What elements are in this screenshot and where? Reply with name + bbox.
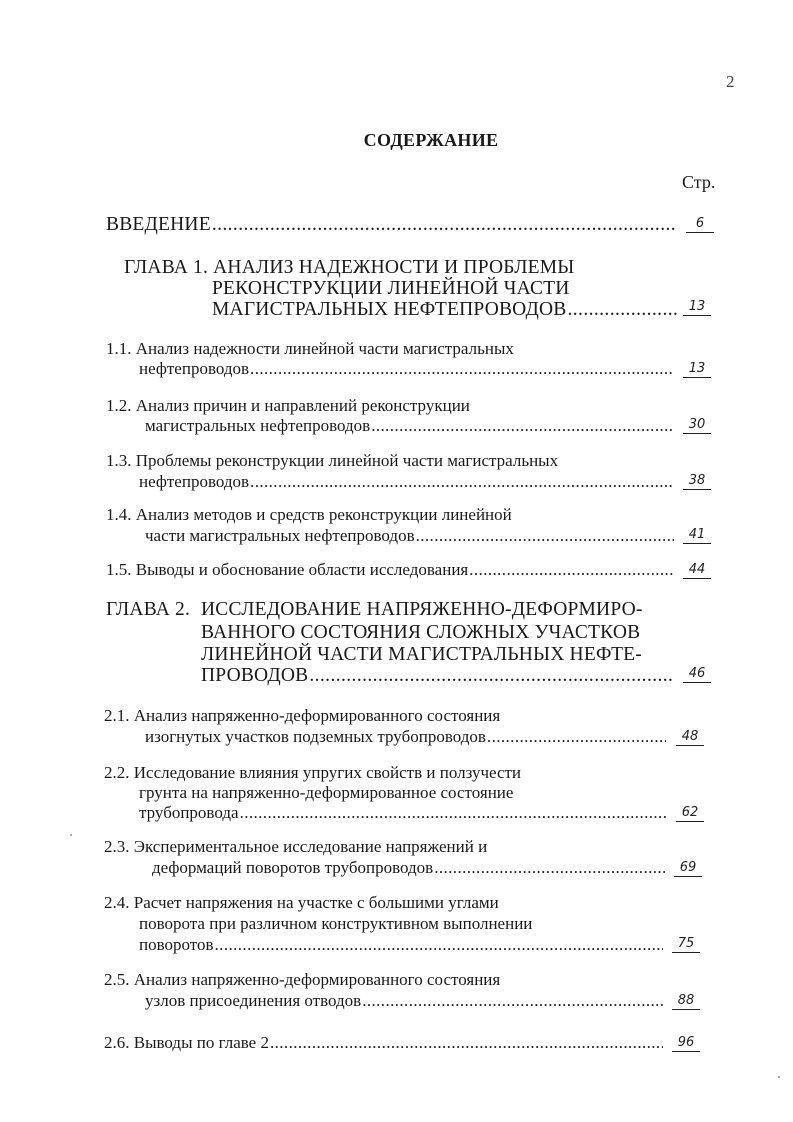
toc-page-number: 69	[674, 861, 702, 877]
dot-leader	[434, 858, 666, 878]
toc-entry-text: ПРОВОДОВ	[201, 665, 309, 686]
toc-entry-text: РЕКОНСТРУКЦИИ ЛИНЕЙНОЙ ЧАСТИ	[212, 278, 570, 299]
toc-page-number: 88	[672, 994, 700, 1010]
toc-page-number: 13	[683, 362, 711, 378]
dot-leader	[250, 359, 674, 379]
toc-entry-text: узлов присоединения отводов	[145, 991, 362, 1010]
toc-page-number: 46	[683, 667, 711, 683]
dot-leader	[371, 416, 674, 436]
toc-entry-text: части магистральных нефтепроводов	[145, 526, 415, 545]
dot-leader	[250, 472, 674, 492]
toc-entry-text: ИССЛЕДОВАНИЕ НАПРЯЖЕННО-ДЕФОРМИРО-	[201, 599, 643, 620]
dot-leader	[568, 298, 678, 322]
toc-page-number: 13	[683, 300, 711, 316]
toc-entry-text: поворота при различном конструктивном выполнении	[139, 914, 533, 933]
page-title: СОДЕРЖАНИЕ	[363, 130, 499, 150]
toc-entry-text: ГЛАВА 1. АНАЛИЗ НАДЕЖНОСТИ И ПРОБЛЕМЫ	[124, 257, 575, 278]
toc-entry-text: 2.6. Выводы по главе 2	[104, 1033, 269, 1052]
toc-entry-text: ЛИНЕЙНОЙ ЧАСТИ МАГИСТРАЛЬНЫХ НЕФТЕ-	[201, 644, 642, 665]
toc-entry-text: 2.1. Анализ напряженно-деформированного состояния	[104, 706, 501, 725]
toc-entry-text: 2.3. Экспериментальное исследование напряжений и	[104, 837, 488, 856]
toc-entry-text: 2.5. Анализ напряженно-деформированного состояния	[104, 970, 501, 989]
toc-entry-text: 1.3. Проблемы реконструкции линейной части магистральных	[106, 451, 559, 470]
dot-leader	[487, 727, 666, 747]
dot-leader	[215, 935, 663, 955]
toc-entry-text: изогнутых участков подземных трубопроводов	[145, 727, 486, 746]
toc-page-number: 96	[672, 1036, 700, 1052]
toc-entry-text: ВВЕДЕНИЕ	[106, 214, 211, 235]
scan-speck	[70, 834, 72, 836]
toc-entry-text: нефтепроводов	[139, 359, 250, 378]
toc-page-number: 44	[683, 563, 711, 579]
toc-entry-text: магистральных нефтепроводов	[145, 416, 371, 435]
toc-entry-text: 1.4. Анализ методов и средств реконструкции линейной	[106, 505, 512, 524]
toc-page-number: 6	[686, 217, 714, 233]
toc-page-number: 30	[683, 418, 711, 434]
toc-page-number: 41	[683, 528, 711, 544]
toc-entry-text: трубопровода	[139, 803, 239, 822]
toc-entry-text: 1.1. Анализ надежности линейной части магистральных	[106, 339, 514, 358]
dot-leader	[362, 991, 663, 1011]
toc-entry-text: 1.2. Анализ причин и направлений реконструкции	[106, 396, 470, 415]
dot-leader	[469, 560, 674, 580]
page-number: 2	[726, 72, 735, 91]
dot-leader	[309, 664, 674, 688]
toc-entry-text: 2.4. Расчет напряжения на участке с большими углами	[104, 893, 499, 912]
toc-entry-text: поворотов	[139, 935, 214, 954]
toc-entry-text: ВАННОГО СОСТОЯНИЯ СЛОЖНЫХ УЧАСТКОВ	[201, 622, 641, 643]
toc-entry-text: нефтепроводов	[139, 472, 250, 491]
toc-entry-text: грунта на напряженно-деформированное состояние	[139, 783, 514, 802]
toc-page-number: 48	[676, 730, 704, 746]
dot-leader	[270, 1033, 663, 1053]
toc-entry-text: 2.2. Исследование влияния упругих свойств и ползучести	[104, 763, 522, 782]
toc-entry-text: МАГИСТРАЛЬНЫХ НЕФТЕПРОВОДОВ	[212, 299, 567, 320]
toc-entry-text: 1.5. Выводы и обоснование области исследования	[106, 560, 469, 579]
dot-leader	[240, 803, 666, 823]
dot-leader	[212, 213, 677, 237]
toc-entry-text: ГЛАВА 2.	[106, 599, 191, 620]
toc-page-number: 75	[672, 937, 700, 953]
toc-page-number: 62	[676, 806, 704, 822]
scan-speck	[778, 1076, 780, 1078]
dot-leader	[416, 526, 674, 546]
toc-page-number: 38	[683, 474, 711, 490]
page-column-label: Стр.	[682, 172, 716, 192]
toc-entry-text: деформаций поворотов трубопроводов	[152, 858, 434, 877]
